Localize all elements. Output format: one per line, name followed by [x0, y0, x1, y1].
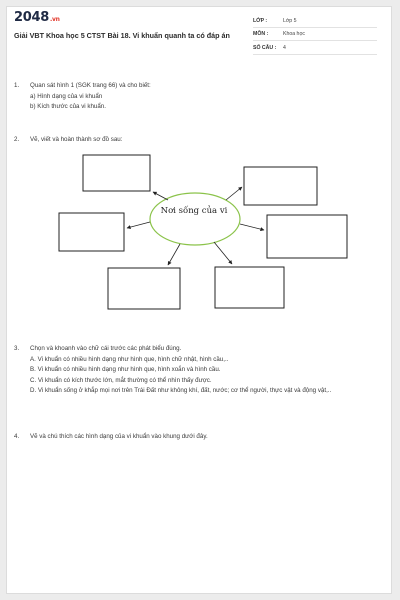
question-number: 4.	[14, 433, 20, 440]
logo-suffix: .vn	[49, 16, 60, 23]
meta-subject-value: Khoa học	[283, 31, 305, 37]
meta-count-key: SỐ CÂU :	[253, 45, 277, 51]
arrow-left	[127, 222, 150, 228]
logo-text: 2048	[14, 10, 49, 25]
question-text: Vẽ, viết và hoàn thành sơ đồ sau:	[30, 136, 123, 143]
answer-option-d[interactable]: D. Vi khuẩn sống ở khắp mọi nơi trên Trái Đất như không khí, đất, nước; cơ thể người, thực vật và động vật,..	[30, 387, 332, 394]
answer-option-a[interactable]: A. Vi khuẩn có nhiều hình dạng như hình que, hình chữ nhật, hình cầu,..	[30, 355, 229, 363]
answer-option-b[interactable]: B. Vi khuẩn có nhiều hình dạng như hình que, hình xoắn và hình cầu.	[30, 366, 221, 373]
question-number: 1.	[14, 82, 20, 89]
question-item: b) Kích thước của vi khuẩn.	[30, 103, 106, 110]
meta-subject-key: MÔN :	[253, 31, 269, 37]
meta-count-value: 4	[283, 45, 286, 51]
diagram-center-label: Nơi sống của vi	[160, 206, 228, 216]
question-item: a) Hình dạng của vi khuẩn	[30, 92, 103, 100]
arrow-bottom-left	[168, 244, 180, 265]
question-text: Chọn và khoanh vào chữ cái trước các phát biểu đúng.	[30, 345, 182, 352]
question-number: 3.	[14, 345, 20, 352]
answer-box-top-right[interactable]	[244, 167, 317, 205]
answer-box-right[interactable]	[267, 215, 347, 258]
answer-box-bottom-left[interactable]	[108, 268, 180, 309]
answer-box-bottom-right[interactable]	[215, 267, 284, 308]
arrow-top-right	[226, 187, 242, 200]
answer-box-top-left[interactable]	[83, 155, 150, 191]
question-text: Quan sát hình 1 (SGK trang 66) và cho biết:	[30, 82, 151, 89]
question-text: Vẽ và chú thích các hình dạng của vi khuẩn vào khung dưới đây.	[30, 433, 208, 440]
arrow-bottom-right	[214, 242, 232, 264]
center-ellipse	[150, 193, 240, 245]
arrow-top-left	[153, 192, 168, 200]
arrow-right	[240, 224, 264, 230]
answer-box-left[interactable]	[59, 213, 124, 251]
answer-option-c[interactable]: C. Vi khuẩn có kích thước lớn, mắt thường có thể nhìn thấy được.	[30, 376, 212, 384]
meta-grade-value: Lớp 5	[283, 18, 297, 24]
page-title: Giải VBT Khoa học 5 CTST Bài 18. Vi khuẩn quanh ta có đáp án	[14, 31, 230, 40]
question-number: 2.	[14, 136, 20, 143]
meta-grade-key: LỚP :	[253, 18, 268, 24]
